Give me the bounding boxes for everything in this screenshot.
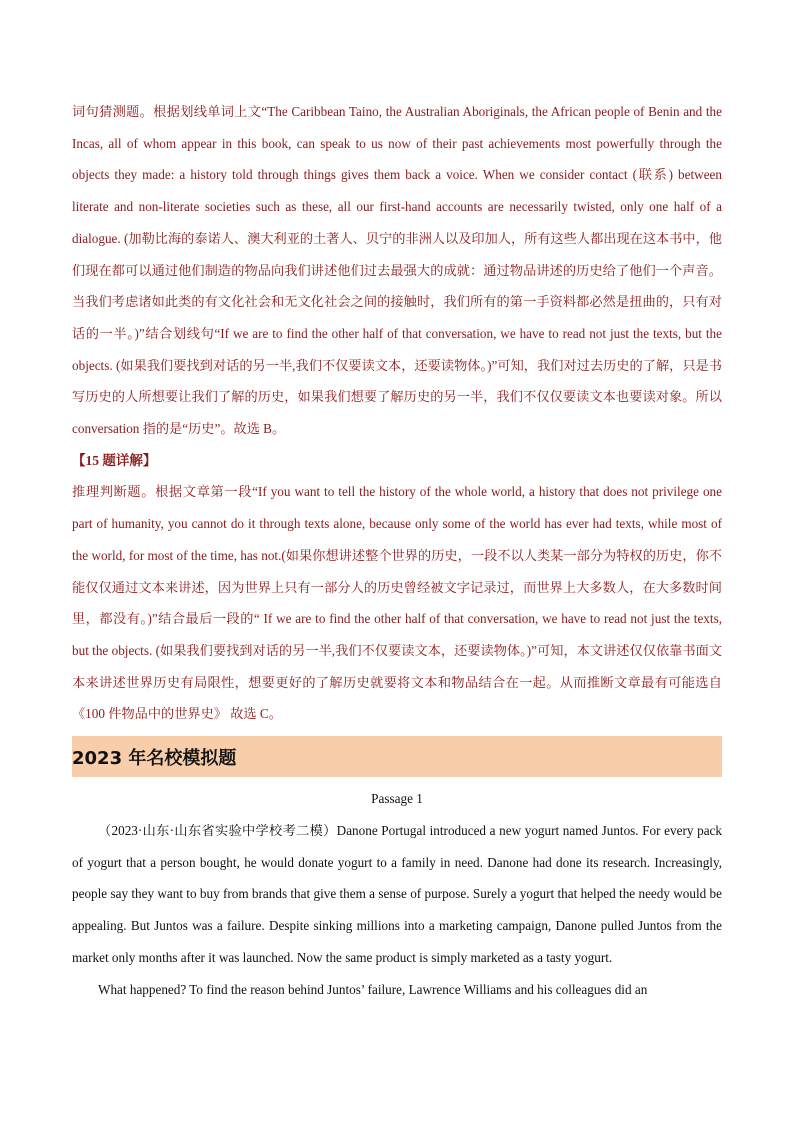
passage-title: Passage 1 [371, 791, 423, 807]
passage-paragraph-1: （2023·山东·山东省实验中学校考二模）Danone Portugal introduced a new yogurt named Juntos. For every pack of yogurt that a person bought, he would donate yogurt to a family in need. Danone had done its research. Increasingly, people say they want to buy from brands that give them a sense of purpose. Surely a yogurt that helped the needy would be appealing. But Juntos was a failure. Despite sinking millions into a marketing campaign, Danone pulled Juntos from the market only months after it was launched. Now the same product is simply marketed as a tasty yogurt. [72, 823, 722, 965]
passage-paragraph-2: What happened? To find the reason behind Juntos’ failure, Lawrence Williams and his colleagues did an [98, 981, 648, 997]
explanation-15-text: 推理判断题。根据文章第一段“If you want to tell the history of the whole world, a history that does not privilege one part of humanity, you cannot do it through texts alone, because only some of the world has ever had texts, while most of the world, for most of the time, has not.(如果你想讲述整个世界的历史，一段不以人类某一部分为特权的历史，你不能仅仅通过文本来讲述，因为世界上只有一部分人的历史曾经被文字记录过，而世界上大多数人，在大多数时间里，都没有。)”结合最后一段的“ If we are to find the other half of that conversation, we have to read not just the texts, but the objects. (如果我们要找到对话的另一半,我们不仅要读文本，还要读物体。)”可知，本文讲述仅仅依靠书面文本来讲述世界历史有局限性，想要更好的了解历史就要将文本和物品结合在一起。从而推断文章最有可能选自《100 件物品中的世界史》 故选 C。 [72, 484, 722, 722]
explanation-15-label: 【15 题详解】 [72, 452, 157, 468]
section-header-bar [72, 736, 722, 777]
section-title: 2023 年名校模拟题 [72, 747, 237, 769]
document-page [72, 96, 722, 1005]
explanation-14-text: 词句猜测题。根据划线单词上文“The Caribbean Taino, the Australian Aboriginals, the African people of Benin and the Incas, all of whom appear in this book, can speak to us now of their past achievements most powerfully through the objects they made: a history told through things gives them back a voice. When we consider contact (联系) between literate and non-literate societies such as these, all our first-hand accounts are necessarily twisted, only one half of a dialogue. (加勒比海的泰诺人、澳大利亚的土著人、贝宁的非洲人以及印加人，所有这些人都出现在这本书中，他们现在都可以通过他们制造的物品向我们讲述他们过去最强大的成就：通过物品讲述的历史给了他们一个声音。当我们考虑诸如此类的有文化社会和无文化社会之间的接触时，我们所有的第一手资料都必然是扭曲的，只有对话的一半。)”结合划线句“If we are to find the other half of that conversation, we have to read not just the texts, but the objects. (如果我们要找到对话的另一半,我们不仅要读文本，还要读物体。)”可知，我们对过去历史的了解，只是书写历史的人所想要让我们了解的历史，如果我们想要了解历史的另一半，我们不仅仅要读文本也要读对象。所以 conversation 指的是“历史”。故选 B。 [72, 104, 722, 437]
